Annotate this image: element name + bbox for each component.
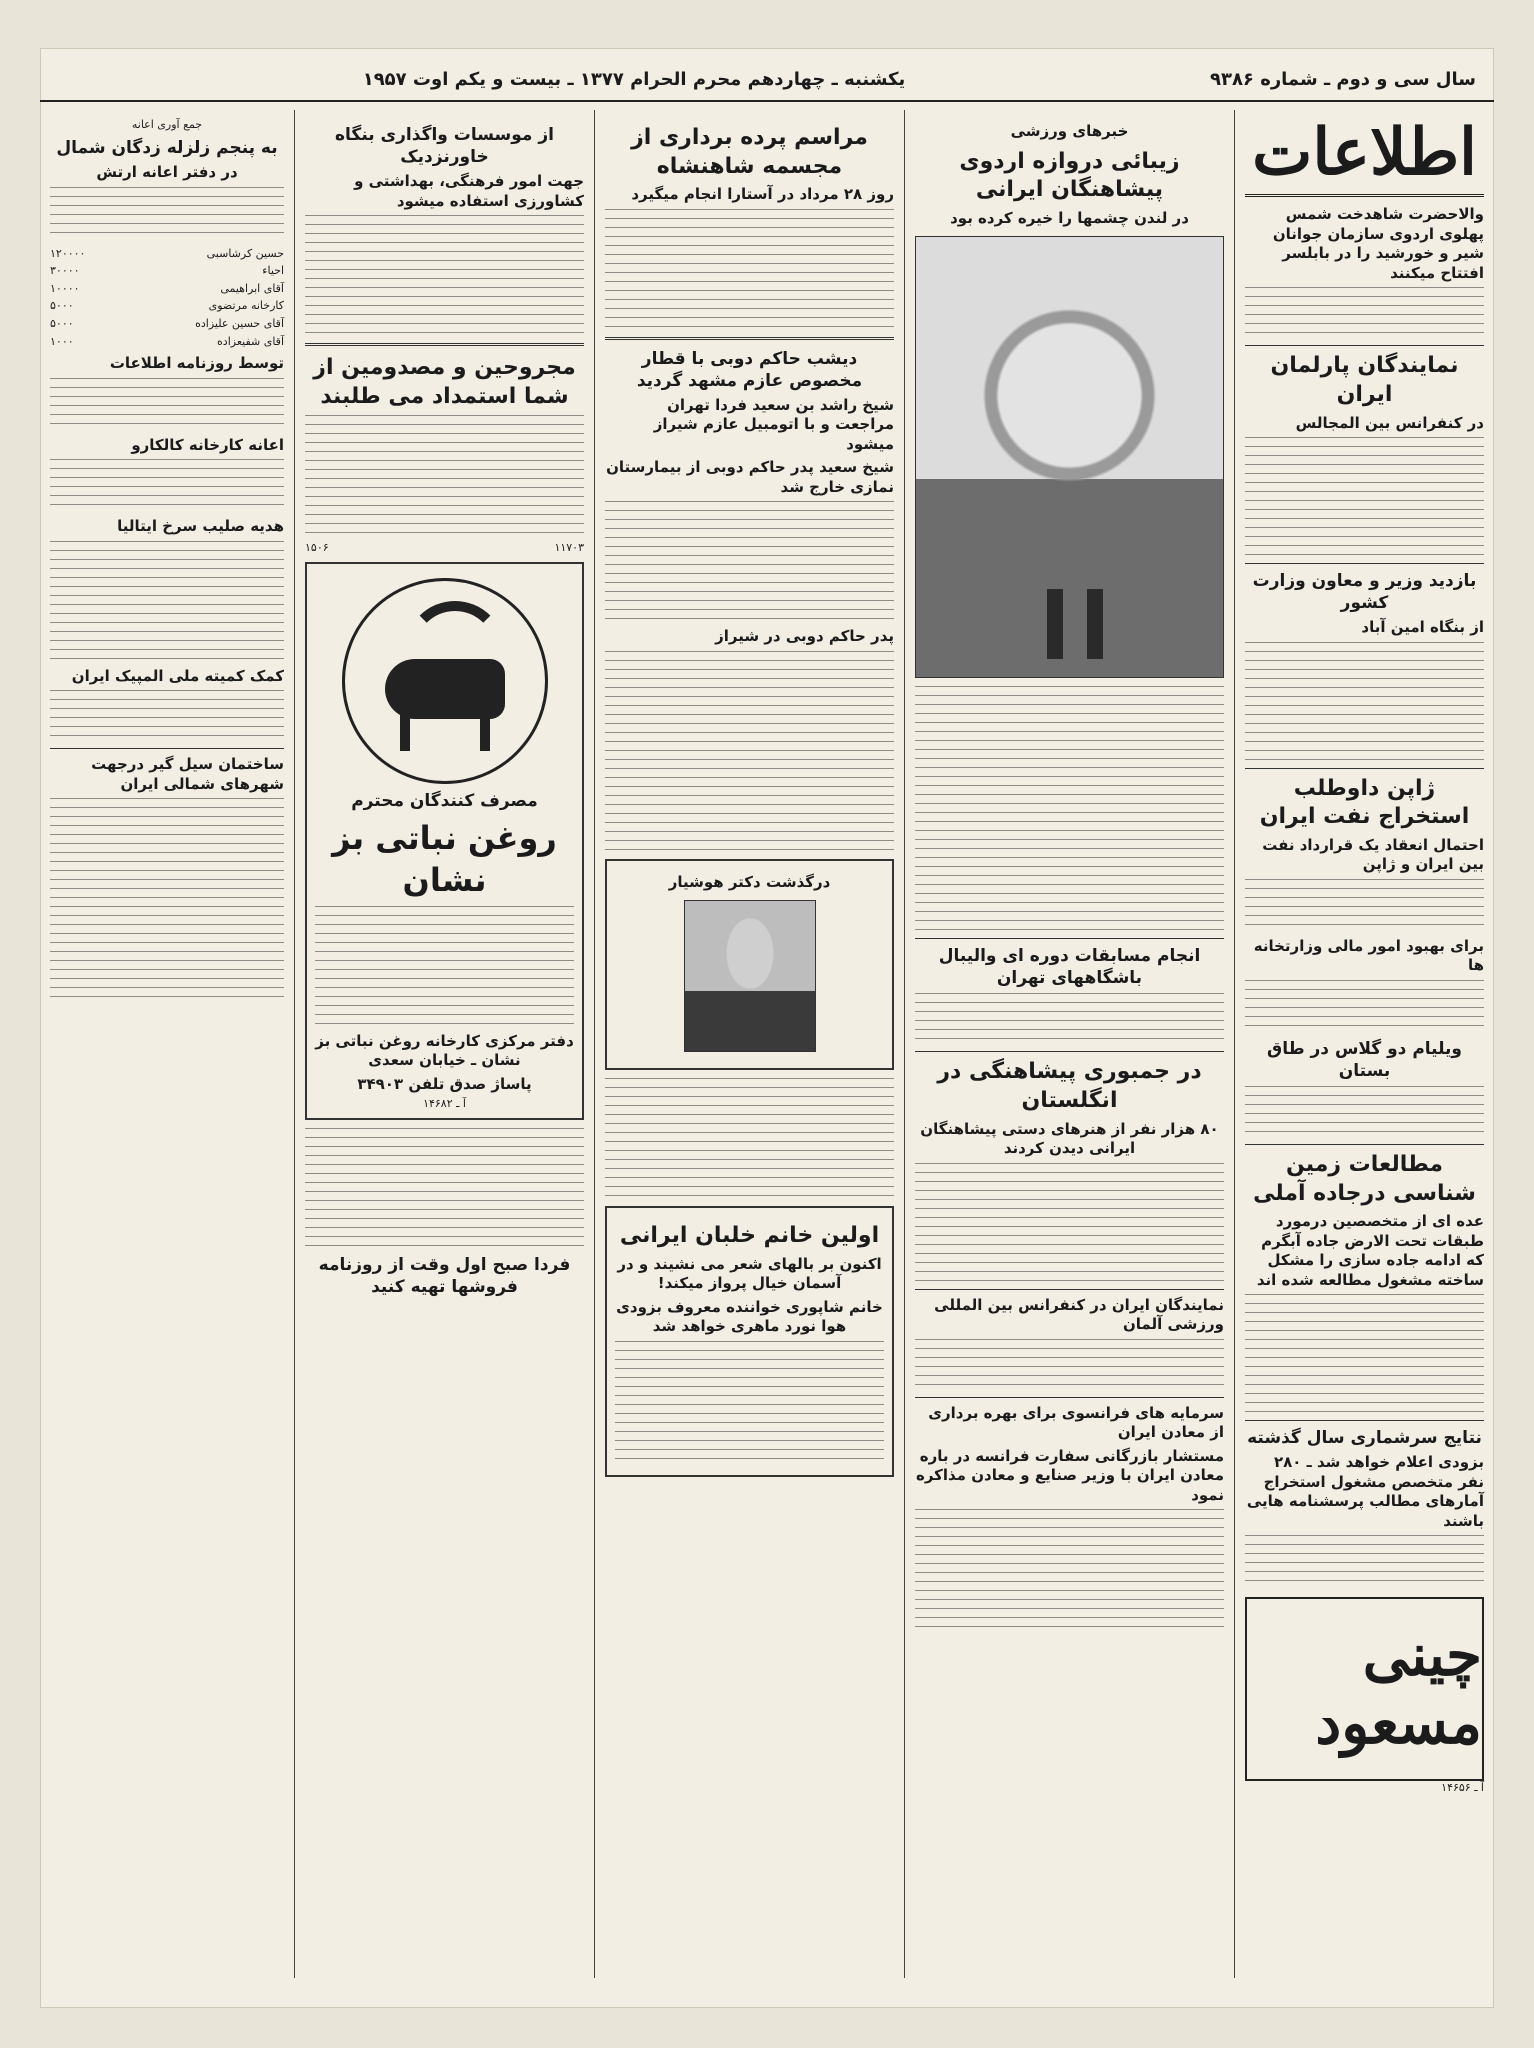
french-subhead: مستشار بازرگانی سفارت فرانسه در باره معادن ایران با وزیر صنایع و معادن مذاکره نمود <box>915 1446 1224 1504</box>
kalkaro-headline: اعانه کارخانه کالکارو <box>131 435 284 454</box>
list-item: احیاء ۳۰۰۰۰ <box>50 264 284 278</box>
william-body <box>1245 1086 1484 1138</box>
portrait-photo <box>684 900 816 1052</box>
injured-code-2: ۱۵۰۶ <box>305 541 329 555</box>
redcross-headline: هدیه صلیب سرخ ایتالیا <box>117 517 284 536</box>
shiraz-body <box>605 651 894 851</box>
injured-body <box>305 415 584 535</box>
flood-headline: ساختمان سیل گیر درجهت شهرهای شمالی ایران <box>91 755 284 793</box>
institutions-body <box>305 215 584 335</box>
visit-body <box>1245 642 1484 762</box>
injured-codes <box>305 541 584 554</box>
quake-body <box>50 187 284 239</box>
ad-code-2: آ ـ ۱۴۶۸۲ <box>423 1097 466 1111</box>
jamboree-body <box>915 1163 1224 1283</box>
japan-body <box>1245 879 1484 931</box>
pilot-subhead-2: خانم شاپوری خواننده معروف بزودی هوا نورد ماهری خواهد شد <box>616 1297 883 1336</box>
aid-kicker: جمع آوری اعانه <box>131 118 203 131</box>
pilot-headline: اولین خانم خلبان ایرانی <box>619 1223 880 1249</box>
scout-figure-1 <box>1087 589 1103 659</box>
quake-subhead: در دفتر اعانه ارتش <box>96 163 238 182</box>
goat-icon <box>342 578 548 784</box>
date-line: یکشنبه ـ چهاردهم محرم الحرام ۱۳۷۷ ـ بیست و یکم اوت ۱۹۵۷ <box>362 68 906 90</box>
improve-body <box>1245 980 1484 1032</box>
institutions-subhead: جهت امور فرهنگی، بهداشتی و کشاورزی استفاده میشود <box>354 172 584 210</box>
volleyball-body <box>915 993 1224 1045</box>
dubai-subhead: شیخ راشد بن سعید فردا تهران مراجعت و با اتومبیل عازم شیراز میشود <box>653 395 894 453</box>
newspaper-page <box>40 48 1494 2008</box>
japan-subhead: احتمال انعقاد یک قرارداد نفت بین ایران و ژاپن <box>1262 835 1484 874</box>
column-3 <box>594 110 904 1978</box>
lead-body <box>1245 287 1484 339</box>
injured-headline: مجروحین و مصدومین از شما استمداد می طلبند <box>313 355 576 409</box>
visit-subhead: از بنگاه امین آباد <box>1361 618 1484 637</box>
geology-body <box>1245 1294 1484 1414</box>
ceremony-headline: مراسم پرده برداری از مجسمه شاهنشاه <box>631 125 868 179</box>
obituary-headline: درگذشت دکتر هوشیار <box>668 872 831 891</box>
ittelaat-body <box>50 378 284 430</box>
lead-headline: والاحضرت شاهدخت شمس پهلوی اردوی سازمان جوانان شیر و خورشید را در بابلسر افتتاح میکنند <box>1272 205 1484 282</box>
ad-code: آ ـ ۱۴۶۵۶ <box>1441 1781 1484 1795</box>
germany-body <box>915 1339 1224 1391</box>
ad-headline: مصرف کنندگان محترم <box>351 791 538 812</box>
parliament-subhead: در کنفرانس بین المجالس <box>1295 413 1484 432</box>
geology-subhead: عده ای از متخصصین درمورد طبقات تحت الارض جاده آبگرم که ادامه جاده سازی را مشکل ساخته مشغول مطالعه شده اند <box>1256 1212 1484 1289</box>
list-item: کارخانه مرتضوی ۵۰۰۰ <box>50 299 284 313</box>
japan-headline: ژاپن داوطلب استخراج نفت ایران <box>1259 775 1470 830</box>
french-body <box>915 1509 1224 1629</box>
geology-headline: مطالعات زمین شناسی درجاده آملی <box>1253 1152 1476 1206</box>
olympic-body <box>50 690 284 742</box>
parliament-headline: نمایندگان پارلمان ایران <box>1270 353 1459 407</box>
masthead-logo: اطلاعات <box>1245 118 1484 197</box>
sports-headline: زیبائی دروازه اردوی پیشاهنگان ایرانی <box>959 148 1180 203</box>
scout-gate-photo <box>915 236 1224 678</box>
column-5 <box>40 110 294 1978</box>
visit-headline: بازدید وزیر و معاون وزارت کشور <box>1252 571 1477 614</box>
list-item: آقای حسین علیزاده ۵۰۰۰ <box>50 316 284 330</box>
pilot-subhead: اکنون بر بالهای شعر می نشیند و در آسمان خیال پرواز میکند! <box>617 1254 882 1293</box>
dubai-body <box>605 501 894 621</box>
pilot-box <box>605 1206 894 1477</box>
list-item: آقای شفیعزاده ۱۰۰۰ <box>50 334 284 348</box>
obituary-box <box>605 859 894 1071</box>
ad-contact: دفتر مرکزی کارخانه روغن نباتی بز نشان ـ خیابان سعدی <box>315 1031 574 1070</box>
china-masoud-logo: چینی مسعود <box>1245 1597 1484 1781</box>
pilot-continued <box>305 1128 584 1248</box>
sports-body <box>915 686 1224 806</box>
closing-line: فردا صبح اول وقت از روزنامه فروشها تهیه کنید <box>318 1255 571 1298</box>
obituary-body <box>605 1078 894 1198</box>
column-2 <box>904 110 1234 1978</box>
sports-body-2 <box>915 812 1224 932</box>
volleyball-headline: انجام مسابقات دوره ای والیبال باشگاههای تهران <box>938 946 1201 989</box>
dubai-headline: دیشب حاکم دوبی با قطار مخصوص عازم مشهد گردید <box>636 348 863 391</box>
column-4 <box>294 110 594 1978</box>
olympic-headline: کمک کمیته ملی المپیک ایران <box>71 666 284 685</box>
kalkaro-body <box>50 459 284 511</box>
ittelaat-headline: توسط روزنامه اطلاعات <box>109 354 284 373</box>
census-subhead: بزودی اعلام خواهد شد ـ ۲۸۰ نفر متخصص مشغول استخراج آمارهای مطالب پرسشنامه هایی باشند <box>1246 1453 1484 1530</box>
issue-line: سال سی و دوم ـ شماره ۹۳۸۶ <box>1209 68 1476 90</box>
jamboree-subhead: ۸۰ هزار نفر از هنرهای دستی پیشاهنگان ایرانی دیدن کردند <box>920 1119 1219 1158</box>
pilot-body <box>615 1341 884 1461</box>
ad-body <box>315 906 574 1026</box>
injured-code: ۱۱۷۰۳ <box>554 541 584 555</box>
census-headline: نتایج سرشماری سال گذشته <box>1247 1428 1482 1449</box>
flood-body <box>50 798 284 998</box>
shiraz-headline: پدر حاکم دوبی در شیراز <box>715 627 894 646</box>
list-item: آقای ابراهیمی ۱۰۰۰۰ <box>50 281 284 295</box>
census-body <box>1245 1535 1484 1587</box>
scout-figure-2 <box>1047 589 1063 659</box>
improve-headline: برای بهبود امور مالی وزارتخانه ها <box>1253 936 1484 975</box>
germany-headline: نمایندگان ایران در کنفرانس بین المللی ورزشی آلمان <box>934 1295 1224 1334</box>
french-headline: سرمایه های فرانسوی برای بهره برداری از معادن ایران <box>928 1403 1224 1442</box>
column-1 <box>1234 110 1494 1978</box>
goat-oil-ad <box>305 562 584 1120</box>
donation-list <box>50 245 284 351</box>
quake-headline: به پنجم زلزله زدگان شمال <box>56 138 278 158</box>
date-strip <box>40 58 1494 102</box>
ceremony-subhead: روز ۲۸ مرداد در آستارا انجام میگیرد <box>631 185 894 204</box>
william-headline: ویلیام دو گلاس در طاق بستان <box>1267 1038 1462 1082</box>
dubai-subhead-2: شیخ سعید پدر حاکم دوبی از بیمارستان نمازی خارج شد <box>606 458 894 496</box>
sports-kicker: خبرهای ورزشی <box>1010 122 1129 140</box>
ad-brand: روغن نباتی بز نشان <box>332 819 557 900</box>
sports-subhead: در لندن چشمها را خیره کرده بود <box>950 208 1189 227</box>
redcross-body <box>50 541 284 661</box>
parliament-body <box>1245 437 1484 557</box>
ad-phone: پاساژ صدق تلفن ۳۴۹۰۳ <box>357 1074 532 1093</box>
jamboree-headline: در جمبوری پیشاهنگی در انگلستان <box>937 1059 1202 1113</box>
ceremony-body <box>605 209 894 329</box>
list-item: حسین کرشاسبی ۱۲۰۰۰۰ <box>50 246 284 260</box>
institutions-headline: از موسسات واگذاری بنگاه خاورنزدیک <box>335 125 554 168</box>
